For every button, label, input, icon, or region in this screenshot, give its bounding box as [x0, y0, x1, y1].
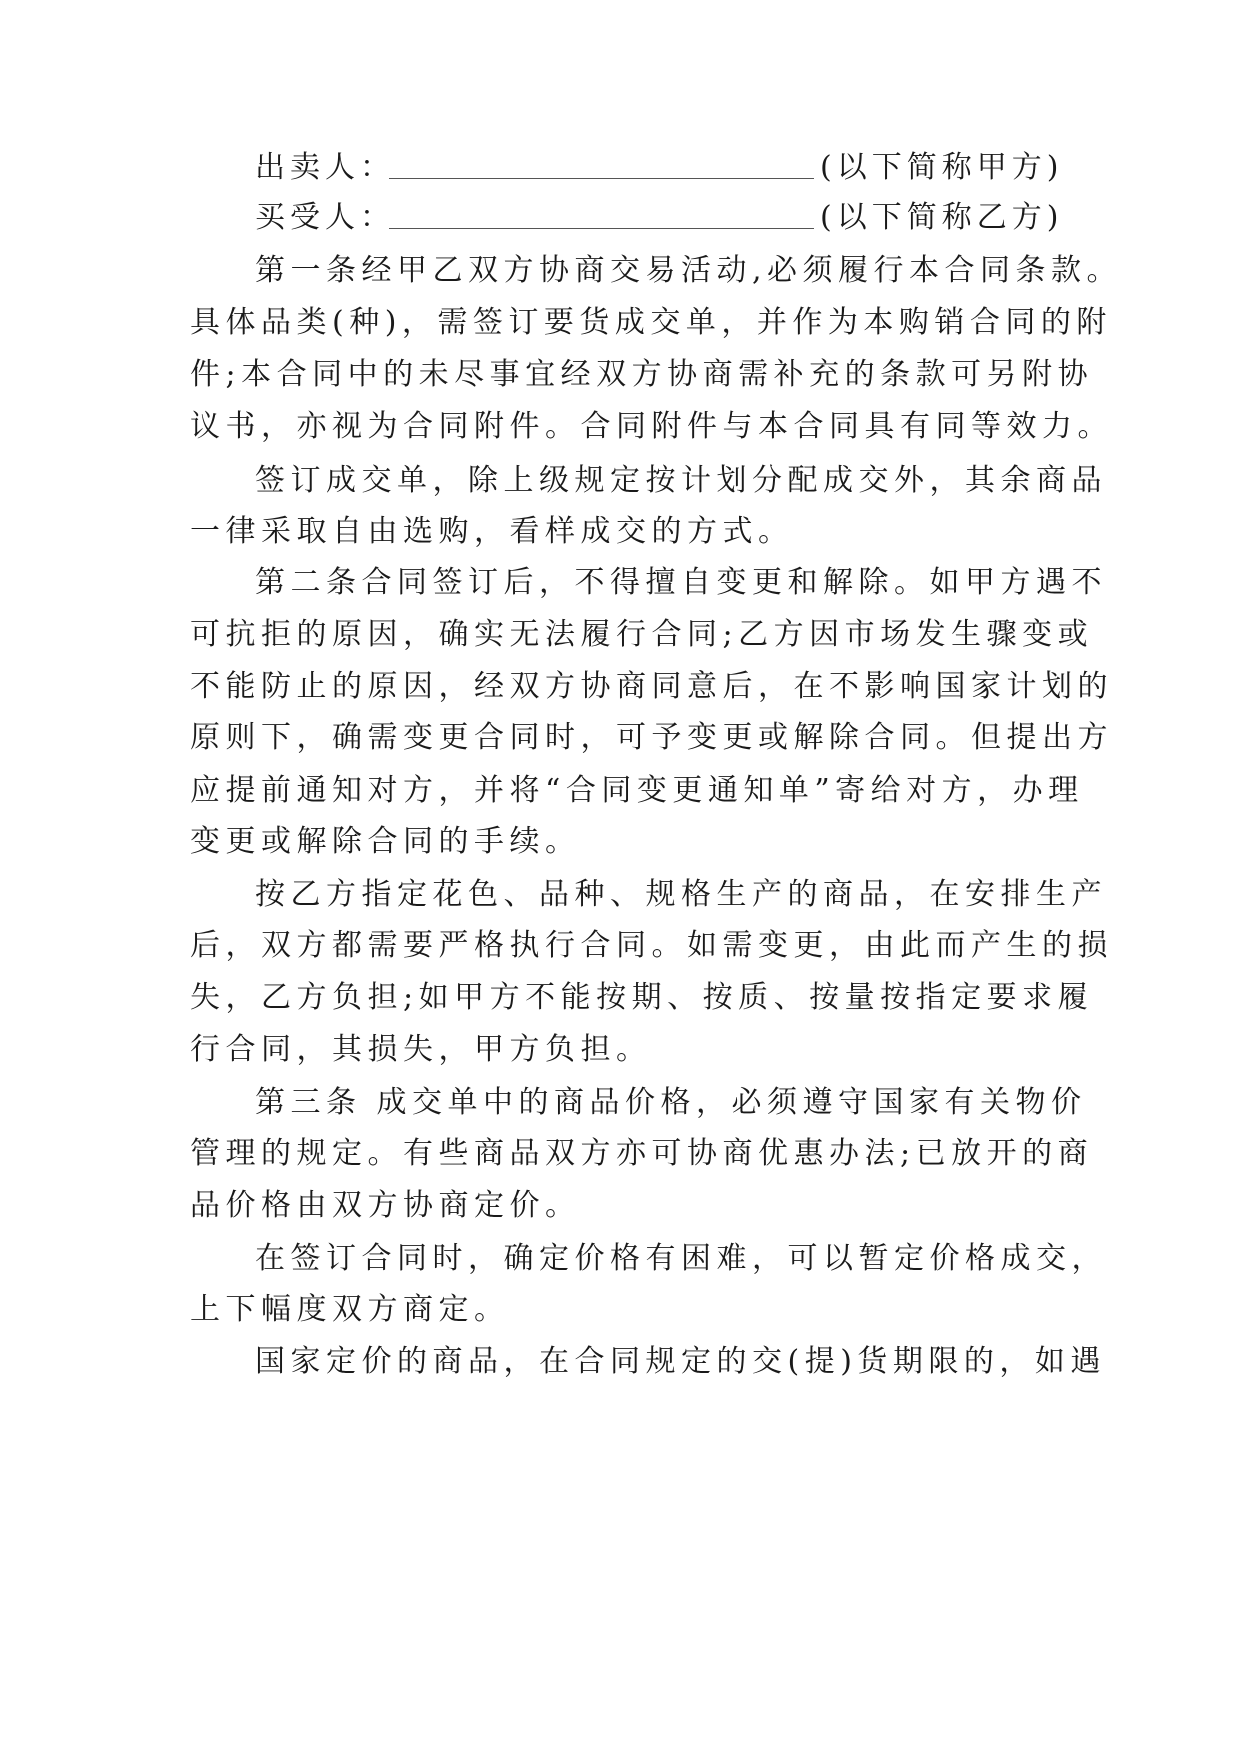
- body-text-line: 议书，亦视为合同附件。合同附件与本合同具有同等效力。: [190, 409, 1113, 444]
- body-text-line: 品价格由双方协商定价。: [190, 1188, 581, 1223]
- body-text-line: 管理的规定。有些商品双方亦可协商优惠办法;已放开的商: [190, 1136, 1094, 1171]
- body-text-line: 在签订合同时，确定价格有困难，可以暂定价格成交，: [255, 1241, 1107, 1276]
- body-text-line: 一律采取自由选购，看样成交的方式。: [190, 514, 794, 549]
- buyer-line: [255, 193, 1080, 243]
- body-text-line: 可抗拒的原因，确实无法履行合同;乙方因市场发生骤变或: [190, 617, 1094, 652]
- body-text-line: 第一条经甲乙双方协商交易活动,必须履行本合同条款。: [255, 253, 1123, 288]
- seller-label: 出卖人：: [255, 150, 395, 185]
- seller-suffix: (以下简称甲方): [820, 150, 1064, 185]
- body-text-line: 按乙方指定花色、品种、规格生产的商品，在安排生产: [255, 877, 1107, 912]
- buyer-label: 买受人：: [255, 200, 395, 235]
- body-text-line: 原则下，确需变更合同时，可予变更或解除合同。但提出方: [190, 720, 1113, 755]
- seller-name-blank: [389, 148, 814, 179]
- body-text-line: 后，双方都需要严格执行合同。如需变更，由此而产生的损: [190, 928, 1113, 963]
- buyer-suffix: (以下简称乙方): [820, 200, 1064, 235]
- body-text-line: 变更或解除合同的手续。: [190, 824, 581, 859]
- body-text-line: 不能防止的原因，经双方协商同意后，在不影响国家计划的: [190, 669, 1113, 704]
- body-text-line: 上下幅度双方商定。: [190, 1292, 510, 1327]
- body-text-line: 应提前通知对方，并将“合同变更通知单”寄给对方，办理: [190, 773, 1084, 808]
- body-text-line: 失，乙方负担;如甲方不能按期、按质、按量按指定要求履: [190, 980, 1094, 1015]
- buyer-name-blank: [389, 198, 814, 229]
- body-text-line: 行合同，其损失，甲方负担。: [190, 1032, 652, 1067]
- body-text-line: 件;本合同中的未尽事宜经双方协商需补充的条款可另附协: [190, 357, 1094, 392]
- body-text-line: 第二条合同签订后，不得擅自变更和解除。如甲方遇不: [255, 565, 1107, 600]
- body-text-line: 国家定价的商品，在合同规定的交(提)货期限的，如遇: [255, 1344, 1106, 1379]
- body-text-line: 第三条 成交单中的商品价格，必须遵守国家有关物价: [255, 1085, 1087, 1120]
- body-text-line: 签订成交单，除上级规定按计划分配成交外，其余商品: [255, 463, 1107, 498]
- body-text-line: 具体品类(种)，需签订要货成交单，并作为本购销合同的附: [190, 305, 1112, 340]
- seller-line: [255, 143, 1080, 193]
